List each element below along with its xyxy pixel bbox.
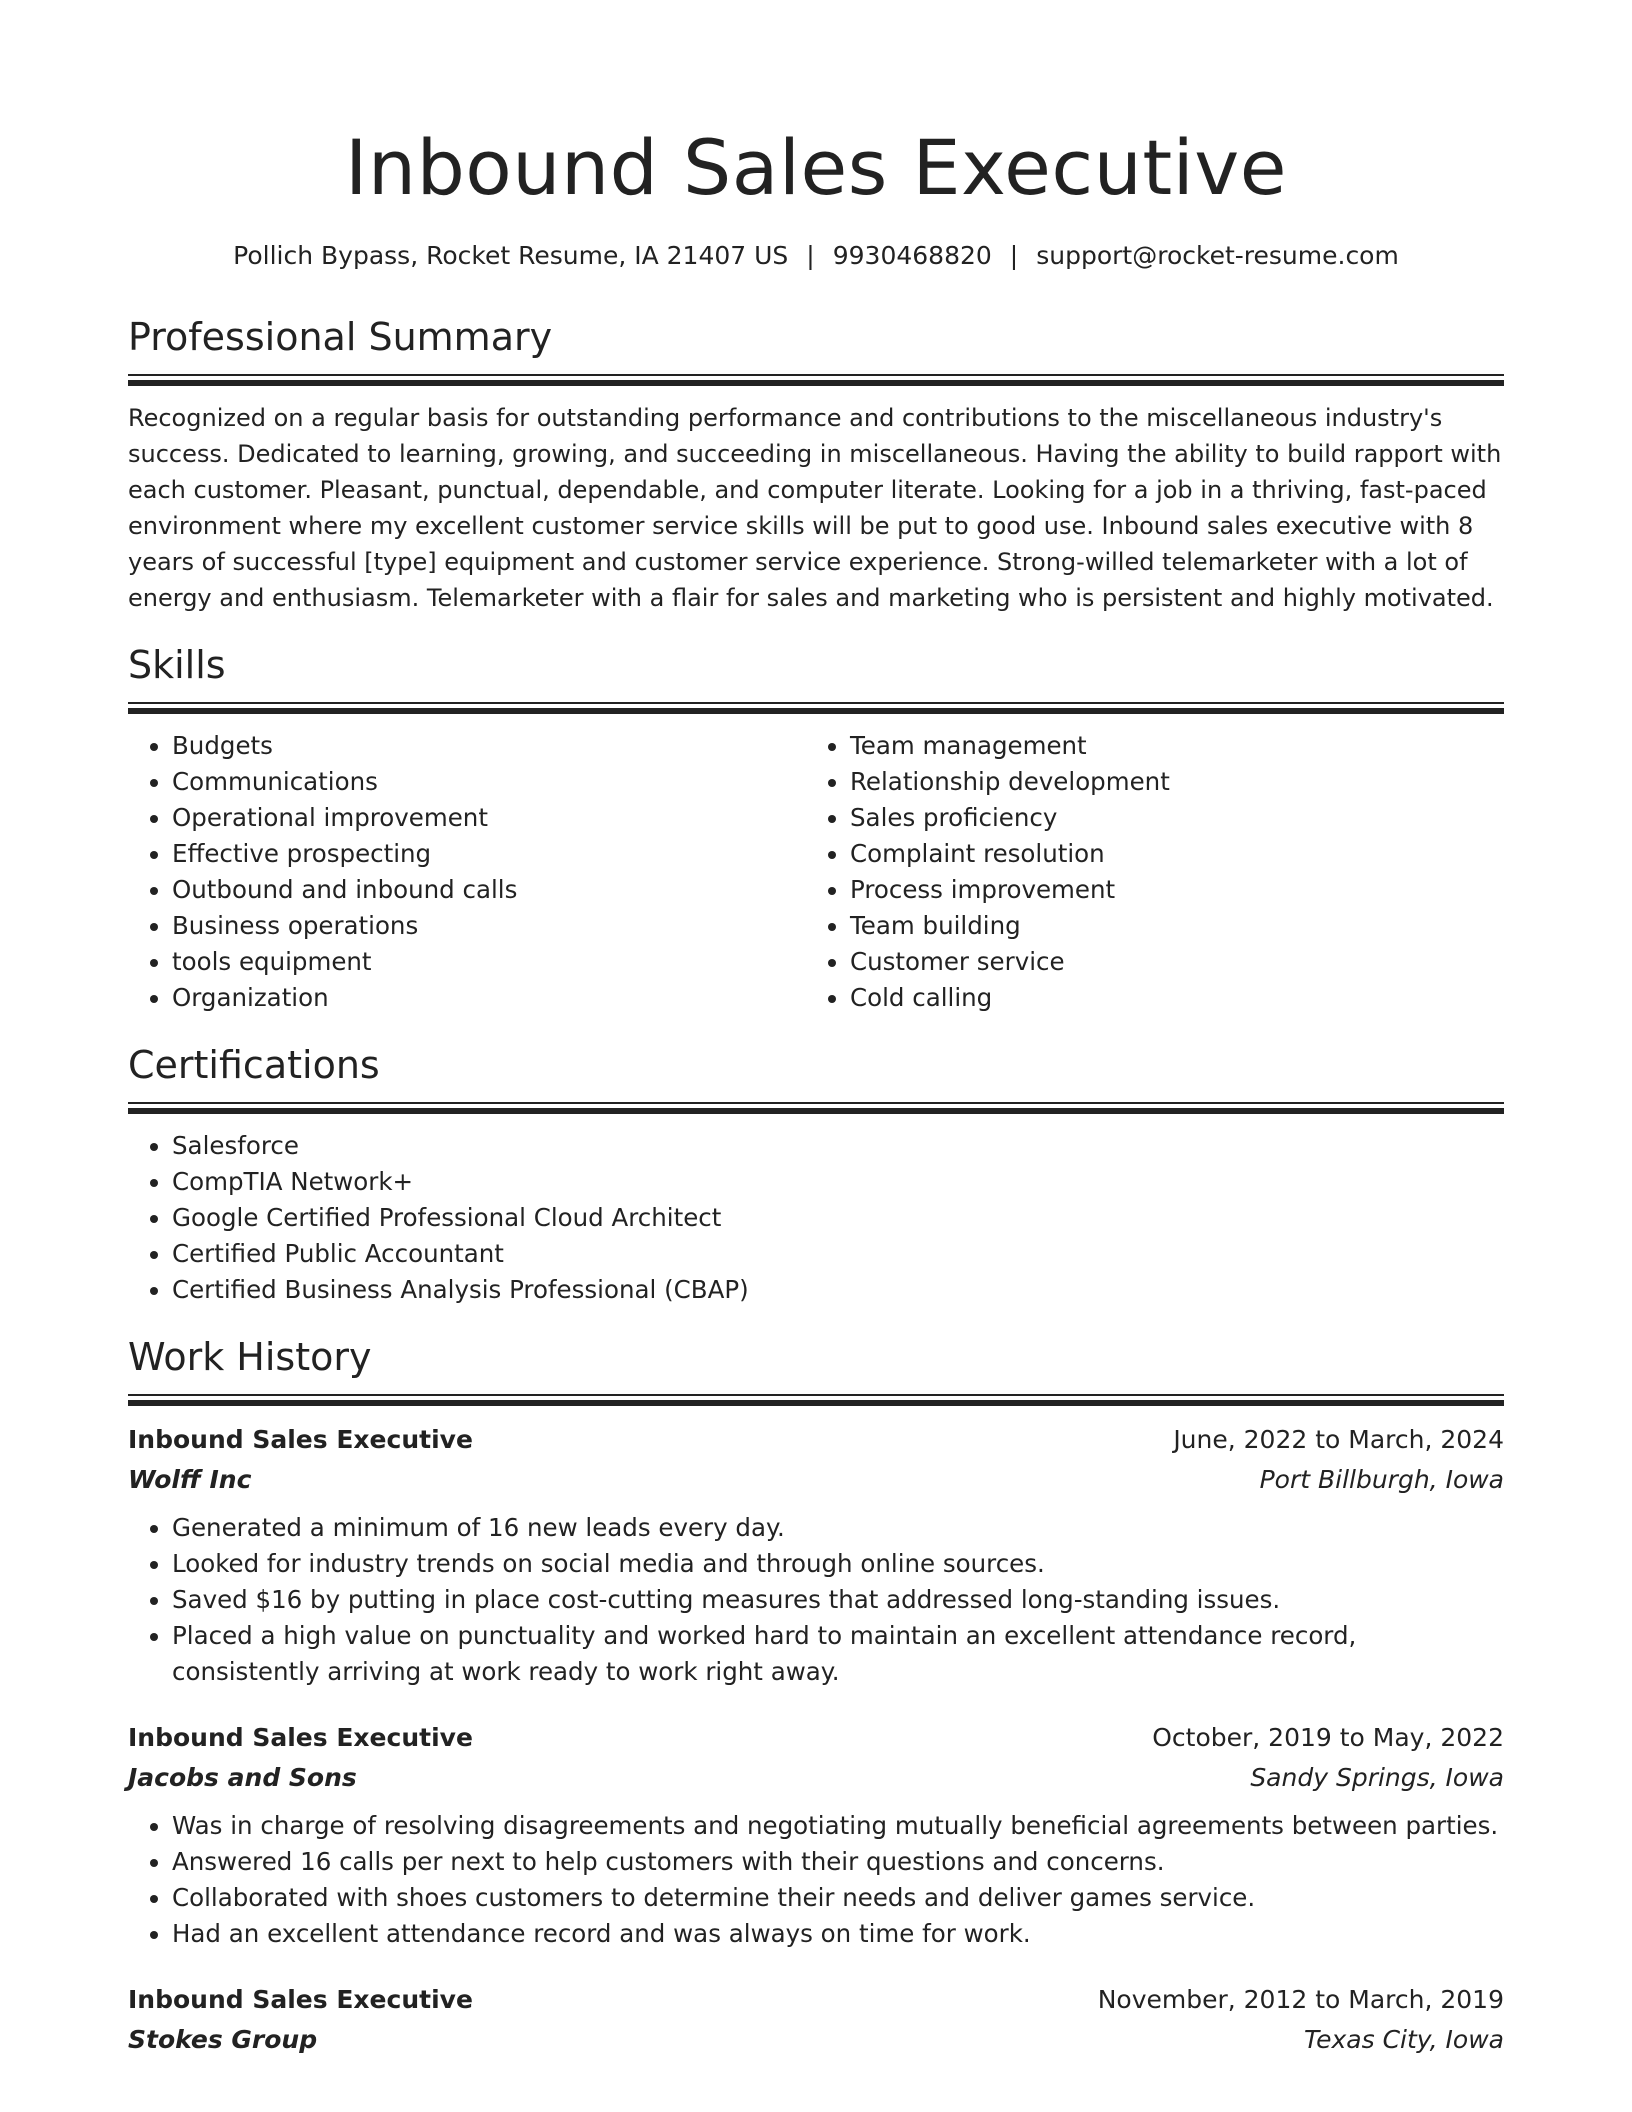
contact-line [128,238,1504,274]
skill-item: • Operational improvement [172,800,806,836]
contact-address: Pollich Bypass, Rocket Resume, IA 21407 US [233,241,789,270]
skill-item: • Relationship development [850,764,1484,800]
work-history-heading: Work History [128,1335,372,1379]
job-title: Inbound Sales Executive [128,1723,473,1752]
job-subheader-row [128,1758,1504,1798]
certification-item: • Google Certified Professional Cloud Architect [172,1200,1504,1236]
skills-column-left [128,728,806,1016]
skill-item: • Team management [850,728,1484,764]
skill-item: • Process improvement [850,872,1484,908]
job-location: Port Billburgh, Iowa [1259,1465,1504,1494]
job-bullet: • Was in charge of resolving disagreements and negotiating mutually beneficial agreements between parties. [172,1808,1504,1844]
skills-grid [128,728,1504,1016]
skill-item: • Organization [172,980,806,1016]
summary-section [128,312,1504,616]
skill-item: • Complaint resolution [850,836,1484,872]
certification-item: • Certified Business Analysis Professional (CBAP) [172,1272,1504,1308]
job-header-row [128,1420,1504,1460]
job-location: Texas City, Iowa [1303,2025,1504,2054]
certification-item: • Certified Public Accountant [172,1236,1504,1272]
job-header-row [128,1718,1504,1758]
job-bullets [128,1510,1504,1690]
job-title: Inbound Sales Executive [128,1425,473,1454]
skill-item: • Outbound and inbound calls [172,872,806,908]
job-subheader-row [128,1460,1504,1500]
job-bullet: • Had an excellent attendance record and was always on time for work. [172,1916,1504,1952]
job-bullet: • Saved $16 by putting in place cost-cutting measures that addressed long-standing issues. [172,1582,1504,1618]
job-entry [128,1980,1504,2060]
section-divider [128,1102,1504,1114]
work-history-section [128,1332,1504,2060]
skill-item: • Cold calling [850,980,1484,1016]
skill-item: • tools equipment [172,944,806,980]
skill-item: • Business operations [172,908,806,944]
job-title: Inbound Sales Executive [128,1985,473,2014]
job-dates: November, 2012 to March, 2019 [1097,1985,1504,2014]
skill-item: • Team building [850,908,1484,944]
section-divider [128,374,1504,386]
certification-item: • Salesforce [172,1128,1504,1164]
job-dates: June, 2022 to March, 2024 [1173,1425,1504,1454]
skills-column-right [806,728,1484,1016]
section-divider [128,1394,1504,1406]
job-header-row [128,1980,1504,2020]
job-company: Wolff Inc [128,1465,252,1494]
job-bullet: • Answered 16 calls per next to help customers with their questions and concerns. [172,1844,1504,1880]
skills-heading: Skills [128,643,226,687]
resume-title: Inbound Sales Executive [344,123,1288,212]
job-bullet: • Generated a minimum of 16 new leads every day. [172,1510,1504,1546]
section-divider [128,702,1504,714]
job-bullet: • Collaborated with shoes customers to determine their needs and deliver games service. [172,1880,1504,1916]
certifications-section [128,1040,1504,1308]
skill-item: • Budgets [172,728,806,764]
certifications-list [128,1128,1504,1308]
job-location: Sandy Springs, Iowa [1250,1763,1504,1792]
certifications-heading: Certifications [128,1043,380,1087]
job-bullets [128,1808,1504,1952]
job-bullet: • Looked for industry trends on social media and through online sources. [172,1546,1504,1582]
job-subheader-row [128,2020,1504,2060]
summary-text: Recognized on a regular basis for outstanding performance and contributions to the miscellaneous industry's success. Dedicated to learning, growing, and succeeding in miscellaneous. Having the ability to build rapport with each customer. Pleasant, punctual, dependable, and computer literate. Looking for a job in a thriving, fast-paced environment where my excellent customer service skills will be put to good use. Inbound sales executive with 8 years of successful [type] equipment and customer service experience. Strong-willed telemarketer with a lot of energy and enthusiasm. Telemarketer with a flair for sales and marketing who is persistent and highly motivated. [128,404,1502,612]
job-entry [128,1420,1504,1690]
job-dates: October, 2019 to May, 2022 [1152,1723,1504,1752]
job-entry [128,1718,1504,1952]
skill-item: • Customer service [850,944,1484,980]
contact-email: support@rocket-resume.com [1036,241,1399,270]
job-company: Stokes Group [128,2025,318,2054]
certification-item: • CompTIA Network+ [172,1164,1504,1200]
contact-separator: | [806,241,815,270]
skill-item: • Effective prospecting [172,836,806,872]
skill-item: • Sales proficiency [850,800,1484,836]
job-company: Jacobs and Sons [128,1763,357,1792]
contact-separator: | [1009,241,1019,270]
skill-item: • Communications [172,764,806,800]
summary-heading: Professional Summary [128,315,553,359]
job-bullet: • Placed a high value on punctuality and worked hard to maintain an excellent attendance record, consistently arriving at work ready to work right away. [172,1618,1504,1690]
skills-section [128,640,1504,1016]
contact-phone: 9930468820 [832,241,992,270]
